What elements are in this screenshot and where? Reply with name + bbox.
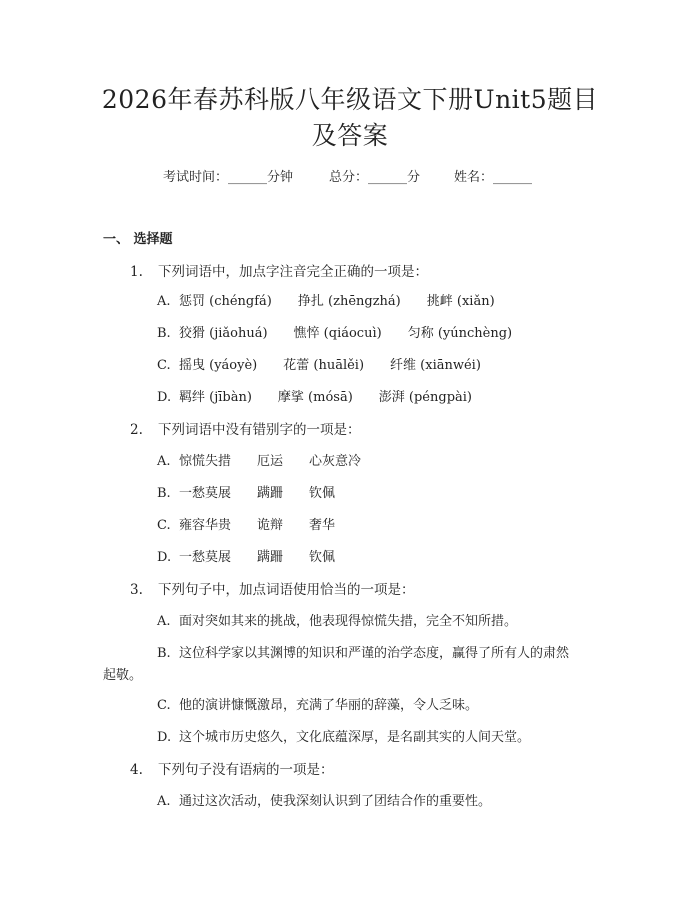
option-label: B. <box>157 646 171 661</box>
option-label: C. <box>157 698 171 713</box>
option-label: A. <box>157 614 171 629</box>
q3-option-c <box>157 696 478 716</box>
section-heading-choice: 一、 选择题 <box>103 232 173 247</box>
option-word: 雍容华贵 <box>179 518 232 533</box>
exam-time-field: 考试时间：______分钟 <box>163 170 294 185</box>
option-word: 诡辩 <box>257 518 284 533</box>
question-2 <box>130 420 361 440</box>
q1-option-b <box>157 324 538 344</box>
option-word: 匀称 (yúnchèng) <box>407 326 513 341</box>
option-word: 厄运 <box>257 454 284 469</box>
option-label: C. <box>157 358 171 373</box>
option-word: 狡猾 (jiǎohuá) <box>179 326 268 341</box>
student-name-field: 姓名：______ <box>454 170 533 185</box>
option-word: 钦佩 <box>309 486 336 501</box>
option-word: 澎湃 (péngpài) <box>378 390 472 405</box>
q3-option-a <box>157 612 517 632</box>
option-label: A. <box>157 294 171 309</box>
option-word: 憔悴 (qiáocuì) <box>293 326 382 341</box>
question-text: 下列句子没有语病的一项是： <box>158 762 334 778</box>
option-text: 这位科学家以其渊博的知识和严谨的治学态度，赢得了所有人的肃然 <box>179 646 570 661</box>
question-text: 下列句子中，加点词语使用恰当的一项是： <box>158 582 415 598</box>
option-label: A. <box>157 794 171 809</box>
question-number: 4. <box>130 762 143 778</box>
option-word: 钦佩 <box>309 550 336 565</box>
question-text: 下列词语中，加点字注音完全正确的一项是： <box>158 264 428 280</box>
total-score-field: 总分：______分 <box>329 170 421 185</box>
question-number: 3. <box>130 582 143 598</box>
question-number: 1. <box>130 264 143 280</box>
option-label: B. <box>157 486 171 501</box>
option-text: 面对突如其来的挑战，他表现得惊慌失措，完全不知所措。 <box>179 614 518 629</box>
option-word: 一愁莫展 <box>179 486 232 501</box>
q4-option-a <box>157 792 491 812</box>
option-label: A. <box>157 454 171 469</box>
q2-option-a <box>157 452 387 472</box>
option-word: 惩罚 (chéngfá) <box>179 294 272 309</box>
question-1 <box>130 262 428 282</box>
q3-option-b <box>157 644 569 664</box>
question-4 <box>130 760 334 780</box>
option-word: 惊慌失措 <box>179 454 232 469</box>
question-3 <box>130 580 415 600</box>
q3-option-b-continuation: 起敬。 <box>103 668 143 683</box>
option-label: D. <box>157 390 172 405</box>
option-word: 花蕾 (huālěi) <box>283 358 365 373</box>
q3-option-d <box>157 728 530 748</box>
option-word: 蹒跚 <box>257 486 284 501</box>
option-word: 摩挲 (mósā) <box>277 390 353 405</box>
question-text: 下列词语中没有错别字的一项是： <box>158 422 361 438</box>
option-label: C. <box>157 518 171 533</box>
option-word: 蹒跚 <box>257 550 284 565</box>
option-label: D. <box>157 730 172 745</box>
q1-option-a <box>157 292 521 312</box>
q1-option-c <box>157 356 507 376</box>
option-label: D. <box>157 550 172 565</box>
option-word: 挑衅 (xiǎn) <box>426 294 495 309</box>
q2-option-b <box>157 484 361 504</box>
option-word: 挣扎 (zhēngzhá) <box>297 294 401 309</box>
option-label: B. <box>157 326 171 341</box>
option-text: 通过这次活动，使我深刻认识到了团结合作的重要性。 <box>179 794 492 809</box>
option-word: 羁绊 (jībàn) <box>179 390 252 405</box>
document-title-line-2: 及答案 <box>311 121 389 150</box>
question-number: 2. <box>130 422 143 438</box>
option-word: 一愁莫展 <box>179 550 232 565</box>
q2-option-d <box>157 548 361 568</box>
document-title-line-1: 2026年春苏科版八年级语文下册Unit5题目 <box>101 85 599 114</box>
option-text: 这个城市历史悠久，文化底蕴深厚，是名副其实的人间天堂。 <box>179 730 531 745</box>
option-word: 心灰意冷 <box>309 454 362 469</box>
option-text: 他的演讲慷慨激昂，充满了华丽的辞藻，令人乏味。 <box>179 698 479 713</box>
option-word: 摇曳 (yáoyè) <box>179 358 258 373</box>
option-word: 奢华 <box>309 518 336 533</box>
q2-option-c <box>157 516 361 536</box>
q1-option-d <box>157 388 498 408</box>
option-word: 纤维 (xiānwéi) <box>390 358 481 373</box>
